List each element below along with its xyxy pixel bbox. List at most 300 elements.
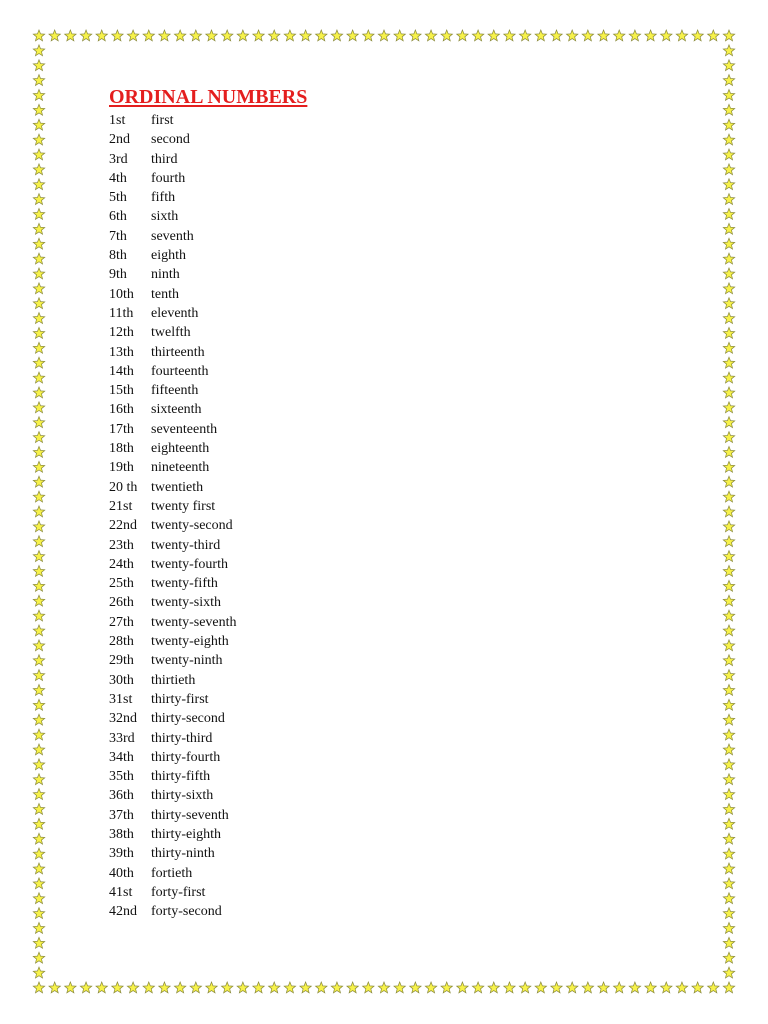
star-icon xyxy=(598,982,609,993)
star-icon xyxy=(347,982,358,993)
star-icon xyxy=(723,60,734,71)
star-icon xyxy=(676,30,687,41)
ordinal-number: 21st xyxy=(109,498,133,514)
star-icon xyxy=(33,580,44,591)
ordinal-number: 28th xyxy=(109,634,134,650)
star-icon xyxy=(519,982,530,993)
star-icon xyxy=(33,833,44,844)
star-icon xyxy=(159,982,170,993)
list-item xyxy=(109,883,669,902)
star-icon xyxy=(723,774,734,785)
list-item xyxy=(109,227,669,246)
star-icon xyxy=(723,863,734,874)
ordinal-word: twenty-ninth xyxy=(151,653,223,669)
ordinal-number: 22nd xyxy=(109,518,137,534)
list-item xyxy=(109,671,669,690)
star-icon xyxy=(504,30,515,41)
star-icon xyxy=(33,209,44,220)
star-icon xyxy=(300,982,311,993)
star-icon xyxy=(723,729,734,740)
star-icon xyxy=(33,447,44,458)
star-icon xyxy=(316,982,327,993)
ordinal-number: 17th xyxy=(109,421,134,437)
star-icon xyxy=(723,848,734,859)
star-icon xyxy=(33,357,44,368)
star-icon xyxy=(33,238,44,249)
ordinal-word: thirty-first xyxy=(151,691,209,707)
star-icon xyxy=(723,908,734,919)
ordinal-number: 23th xyxy=(109,537,134,553)
list-item xyxy=(109,651,669,670)
list-item xyxy=(109,130,669,149)
star-icon xyxy=(253,982,264,993)
star-icon xyxy=(723,610,734,621)
star-icon xyxy=(143,30,154,41)
star-icon xyxy=(221,30,232,41)
star-icon xyxy=(33,714,44,725)
star-icon xyxy=(316,30,327,41)
star-icon xyxy=(723,328,734,339)
star-icon xyxy=(723,952,734,963)
star-icon xyxy=(221,982,232,993)
ordinal-number: 32nd xyxy=(109,711,137,727)
list-item xyxy=(109,806,669,825)
star-icon xyxy=(723,30,734,41)
list-item xyxy=(109,555,669,574)
ordinal-word: thirty-fourth xyxy=(151,749,221,765)
list-item xyxy=(109,844,669,863)
star-icon xyxy=(33,551,44,562)
ordinal-word: eleventh xyxy=(151,305,199,321)
star-icon xyxy=(723,476,734,487)
list-item xyxy=(109,748,669,767)
ordinal-number: 8th xyxy=(109,248,127,264)
star-icon xyxy=(488,982,499,993)
list-item xyxy=(109,729,669,748)
ordinal-word: thirty-sixth xyxy=(151,788,214,804)
star-icon xyxy=(331,982,342,993)
ordinal-word: seventh xyxy=(151,228,194,244)
list-item xyxy=(109,246,669,265)
star-icon xyxy=(33,342,44,353)
star-icon xyxy=(33,372,44,383)
star-icon xyxy=(645,982,656,993)
star-icon xyxy=(519,30,530,41)
star-icon xyxy=(33,937,44,948)
star-icon xyxy=(457,30,468,41)
ordinal-number: 31st xyxy=(109,691,133,707)
ordinal-word: fourteenth xyxy=(151,363,209,379)
list-item xyxy=(109,536,669,555)
star-icon xyxy=(33,595,44,606)
star-icon xyxy=(723,804,734,815)
list-item xyxy=(109,478,669,497)
star-icon xyxy=(190,30,201,41)
ordinal-number: 9th xyxy=(109,267,127,283)
ordinal-number: 1st xyxy=(109,113,126,128)
star-icon xyxy=(33,610,44,621)
star-icon xyxy=(723,90,734,101)
star-icon xyxy=(269,30,280,41)
ordinal-number: 18th xyxy=(109,441,134,457)
star-icon xyxy=(206,982,217,993)
star-icon xyxy=(598,30,609,41)
star-icon xyxy=(33,685,44,696)
star-icon xyxy=(723,283,734,294)
star-icon xyxy=(331,30,342,41)
star-icon xyxy=(237,982,248,993)
star-icon xyxy=(33,134,44,145)
star-icon xyxy=(33,759,44,770)
star-icon xyxy=(33,848,44,859)
star-icon xyxy=(33,625,44,636)
star-icon xyxy=(33,982,44,993)
star-icon xyxy=(723,937,734,948)
ordinal-number: 7th xyxy=(109,228,127,244)
list-item xyxy=(109,265,669,284)
star-icon xyxy=(723,744,734,755)
star-icon xyxy=(723,134,734,145)
ordinal-word: fortieth xyxy=(151,865,193,881)
star-icon xyxy=(629,982,640,993)
star-icon xyxy=(253,30,264,41)
ordinal-number: 16th xyxy=(109,402,134,418)
star-icon xyxy=(363,30,374,41)
star-icon xyxy=(49,982,60,993)
star-icon xyxy=(661,30,672,41)
star-icon xyxy=(472,30,483,41)
ordinal-number: 25th xyxy=(109,576,134,592)
ordinal-number: 36th xyxy=(109,788,134,804)
star-icon xyxy=(723,640,734,651)
star-icon xyxy=(269,982,280,993)
ordinal-word: twenty-seventh xyxy=(151,614,237,630)
list-item xyxy=(109,362,669,381)
star-icon xyxy=(33,491,44,502)
ordinal-word: fifteenth xyxy=(151,383,199,399)
star-icon xyxy=(143,982,154,993)
star-icon xyxy=(96,30,107,41)
ordinal-number: 15th xyxy=(109,383,134,399)
star-icon xyxy=(112,30,123,41)
ordinal-number: 34th xyxy=(109,749,134,765)
star-icon xyxy=(723,75,734,86)
star-icon xyxy=(410,982,421,993)
ordinal-word: twenty-fourth xyxy=(151,556,228,572)
star-icon xyxy=(378,982,389,993)
star-icon xyxy=(33,223,44,234)
ordinal-number: 26th xyxy=(109,595,134,611)
ordinal-word: tenth xyxy=(151,286,179,302)
star-icon xyxy=(723,313,734,324)
ordinal-number: 19th xyxy=(109,460,134,476)
list-item xyxy=(109,343,669,362)
list-item xyxy=(109,458,669,477)
star-icon xyxy=(723,209,734,220)
star-icon xyxy=(708,982,719,993)
star-icon xyxy=(614,982,625,993)
list-item xyxy=(109,381,669,400)
star-icon xyxy=(472,982,483,993)
ordinal-number: 6th xyxy=(109,209,127,225)
ordinal-number: 40th xyxy=(109,865,134,881)
list-item xyxy=(109,864,669,883)
list-item xyxy=(109,613,669,632)
ordinal-number: 38th xyxy=(109,826,134,842)
list-item xyxy=(109,323,669,342)
star-icon xyxy=(723,387,734,398)
ordinal-word: thirty-seventh xyxy=(151,807,229,823)
star-icon xyxy=(723,194,734,205)
star-icon xyxy=(723,670,734,681)
ordinal-number: 33rd xyxy=(109,730,135,746)
star-icon xyxy=(33,194,44,205)
ordinal-word: forty-second xyxy=(151,904,222,920)
star-icon xyxy=(723,580,734,591)
star-icon xyxy=(33,387,44,398)
star-icon xyxy=(80,982,91,993)
star-icon xyxy=(33,521,44,532)
star-icon xyxy=(723,253,734,264)
ordinal-number: 12th xyxy=(109,325,134,341)
star-icon xyxy=(49,30,60,41)
star-icon xyxy=(33,774,44,785)
star-icon xyxy=(723,833,734,844)
star-icon xyxy=(127,982,138,993)
star-icon xyxy=(723,149,734,160)
star-icon xyxy=(723,104,734,115)
star-icon xyxy=(723,714,734,725)
ordinal-word: eighth xyxy=(151,248,186,264)
ordinal-number: 3rd xyxy=(109,151,128,167)
star-icon xyxy=(723,878,734,889)
star-icon xyxy=(723,893,734,904)
star-icon xyxy=(723,372,734,383)
list-item xyxy=(109,285,669,304)
star-icon xyxy=(33,298,44,309)
star-icon xyxy=(723,982,734,993)
ordinal-number: 27th xyxy=(109,614,134,630)
ordinal-word: twentieth xyxy=(151,479,204,495)
star-icon xyxy=(692,30,703,41)
star-icon xyxy=(723,223,734,234)
star-icon xyxy=(723,923,734,934)
star-icon xyxy=(723,238,734,249)
ordinal-word: fifth xyxy=(151,190,176,206)
star-icon xyxy=(661,982,672,993)
list-item xyxy=(109,188,669,207)
list-item xyxy=(109,207,669,226)
star-icon xyxy=(237,30,248,41)
ordinal-word: twenty-sixth xyxy=(151,595,221,611)
star-icon xyxy=(33,699,44,710)
list-item xyxy=(109,111,669,130)
star-icon xyxy=(723,164,734,175)
ordinal-number: 4th xyxy=(109,170,127,186)
ordinal-word: twenty first xyxy=(151,498,216,514)
star-icon xyxy=(33,30,44,41)
star-icon xyxy=(33,268,44,279)
star-icon xyxy=(629,30,640,41)
star-icon xyxy=(708,30,719,41)
star-icon xyxy=(33,908,44,919)
star-icon xyxy=(723,551,734,562)
star-icon xyxy=(425,982,436,993)
list-item xyxy=(109,786,669,805)
page-title: ORDINAL NUMBERS xyxy=(109,86,308,108)
star-icon xyxy=(159,30,170,41)
list-item xyxy=(109,439,669,458)
star-icon xyxy=(33,506,44,517)
star-icon xyxy=(33,164,44,175)
star-icon xyxy=(33,729,44,740)
star-icon xyxy=(551,982,562,993)
star-icon xyxy=(33,45,44,56)
star-icon xyxy=(723,536,734,547)
ordinal-word: first xyxy=(151,113,174,128)
star-icon xyxy=(33,804,44,815)
star-icon xyxy=(33,90,44,101)
star-icon xyxy=(284,30,295,41)
star-icon xyxy=(535,982,546,993)
star-icon xyxy=(723,298,734,309)
ordinal-word: third xyxy=(151,151,178,167)
ordinal-word: twelfth xyxy=(151,325,191,341)
list-item xyxy=(109,420,669,439)
ordinal-number: 20 th xyxy=(109,479,138,495)
star-icon xyxy=(723,45,734,56)
ordinal-number: 10th xyxy=(109,286,134,302)
ordinal-word: thirteenth xyxy=(151,344,205,360)
star-icon xyxy=(33,640,44,651)
ordinal-number: 29th xyxy=(109,653,134,669)
star-icon xyxy=(33,253,44,264)
star-icon xyxy=(582,982,593,993)
star-icon xyxy=(394,982,405,993)
star-icon xyxy=(33,818,44,829)
star-icon xyxy=(33,878,44,889)
star-icon xyxy=(33,328,44,339)
list-item xyxy=(109,825,669,844)
ordinal-word: thirty-second xyxy=(151,711,225,727)
star-icon xyxy=(33,104,44,115)
star-icon xyxy=(488,30,499,41)
ordinal-word: thirty-ninth xyxy=(151,846,215,862)
star-icon xyxy=(33,789,44,800)
star-icon xyxy=(723,818,734,829)
star-icon xyxy=(65,30,76,41)
star-icon xyxy=(33,744,44,755)
ordinal-word: eighteenth xyxy=(151,441,210,457)
star-icon xyxy=(723,491,734,502)
star-icon xyxy=(723,417,734,428)
star-icon xyxy=(441,982,452,993)
star-icon xyxy=(723,402,734,413)
star-icon xyxy=(33,60,44,71)
star-icon xyxy=(284,982,295,993)
ordinal-word: ninth xyxy=(151,267,180,283)
star-icon xyxy=(723,506,734,517)
star-icon xyxy=(33,179,44,190)
ordinal-word: thirty-third xyxy=(151,730,213,746)
star-icon xyxy=(723,119,734,130)
star-icon xyxy=(723,967,734,978)
star-icon xyxy=(723,685,734,696)
star-icon xyxy=(723,566,734,577)
star-icon xyxy=(33,670,44,681)
ordinal-word: nineteenth xyxy=(151,460,210,476)
ordinal-word: twenty-eighth xyxy=(151,634,229,650)
document-content xyxy=(109,86,669,921)
ordinal-number: 37th xyxy=(109,807,134,823)
star-icon xyxy=(723,595,734,606)
star-icon xyxy=(614,30,625,41)
star-icon xyxy=(206,30,217,41)
ordinal-word: forty-first xyxy=(151,884,206,900)
ordinal-number: 11th xyxy=(109,305,134,321)
list-item xyxy=(109,902,669,921)
star-icon xyxy=(33,283,44,294)
ordinal-number: 39th xyxy=(109,846,134,862)
star-icon xyxy=(645,30,656,41)
ordinal-number: 13th xyxy=(109,344,134,360)
ordinal-word: twenty-fifth xyxy=(151,576,218,592)
list-item xyxy=(109,709,669,728)
star-icon xyxy=(33,461,44,472)
star-icon xyxy=(441,30,452,41)
star-icon xyxy=(723,447,734,458)
star-icon xyxy=(33,432,44,443)
ordinal-number: 14th xyxy=(109,363,134,379)
ordinal-number: 2nd xyxy=(109,132,130,148)
star-icon xyxy=(551,30,562,41)
ordinal-word: twenty-second xyxy=(151,518,233,534)
ordinal-number: 5th xyxy=(109,190,127,206)
star-icon xyxy=(33,952,44,963)
star-icon xyxy=(566,30,577,41)
ordinal-word: sixteenth xyxy=(151,402,202,418)
star-icon xyxy=(33,655,44,666)
star-icon xyxy=(33,313,44,324)
star-icon xyxy=(33,417,44,428)
ordinal-word: thirty-eighth xyxy=(151,826,221,842)
star-icon xyxy=(174,982,185,993)
star-icon xyxy=(190,982,201,993)
ordinal-number: 30th xyxy=(109,672,134,688)
list-item xyxy=(109,304,669,323)
ordinal-word: thirty-fifth xyxy=(151,769,211,785)
ordinal-word: twenty-third xyxy=(151,537,221,553)
star-icon xyxy=(33,967,44,978)
list-item xyxy=(109,767,669,786)
star-icon xyxy=(723,179,734,190)
star-icon xyxy=(33,536,44,547)
ordinal-word: thirtieth xyxy=(151,672,196,688)
list-item xyxy=(109,516,669,535)
star-icon xyxy=(723,655,734,666)
star-icon xyxy=(457,982,468,993)
star-icon xyxy=(80,30,91,41)
star-icon xyxy=(723,699,734,710)
star-icon xyxy=(33,923,44,934)
star-icon xyxy=(33,402,44,413)
star-icon xyxy=(723,521,734,532)
star-icon xyxy=(174,30,185,41)
star-icon xyxy=(300,30,311,41)
star-icon xyxy=(676,982,687,993)
star-icon xyxy=(96,982,107,993)
ordinal-number: 42nd xyxy=(109,904,137,920)
